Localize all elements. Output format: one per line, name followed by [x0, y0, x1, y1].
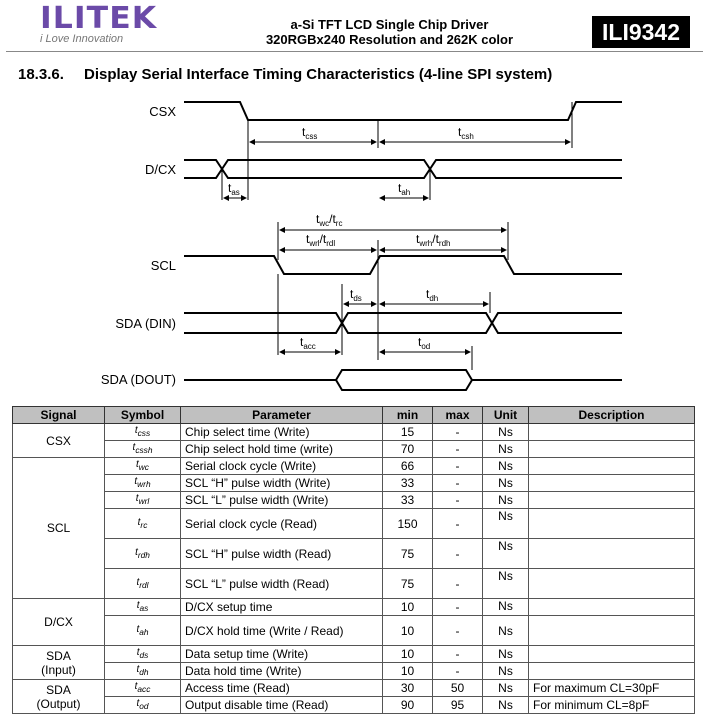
table-row [13, 569, 695, 599]
row-symbol: $t_{wrh}$ [105, 475, 181, 492]
row-max: - [433, 663, 483, 680]
row-unit: Ns [483, 441, 529, 458]
label-tds: $t_{ds}$ [350, 287, 362, 303]
col-signal: Signal [13, 407, 105, 424]
group-sda-input: SDA (Input) [13, 646, 105, 680]
table-row [13, 458, 695, 475]
company-logo: ILITEK [40, 1, 158, 36]
section-heading [18, 66, 552, 83]
row-max: - [433, 616, 483, 646]
row-max: - [433, 458, 483, 475]
label-tod: $t_{od}$ [418, 335, 431, 351]
row-symbol: $t_{as}$ [105, 599, 181, 616]
row-symbol: $t_{rdh}$ [105, 539, 181, 569]
col-min: min [383, 407, 433, 424]
row-description [529, 599, 695, 616]
row-min: 10 [383, 599, 433, 616]
signal-scl: SCL [150, 258, 176, 273]
row-min: 70 [383, 441, 433, 458]
table-row [13, 475, 695, 492]
row-description [529, 492, 695, 509]
header-divider [6, 51, 703, 52]
row-description [529, 646, 695, 663]
row-max: - [433, 646, 483, 663]
row-unit: Ns [483, 569, 529, 599]
sda-dout-waveform [184, 370, 622, 390]
group-csx: CSX [13, 424, 105, 458]
signal-sda-dout: SDA (DOUT) [100, 372, 176, 387]
table-row [13, 441, 695, 458]
row-unit: Ns [483, 599, 529, 616]
row-max: - [433, 475, 483, 492]
row-parameter: Access time (Read) [181, 680, 383, 697]
col-symbol: Symbol [105, 407, 181, 424]
label-tdh: $t_{dh}$ [426, 287, 439, 303]
row-symbol: $t_{rdl}$ [105, 569, 181, 599]
row-description [529, 569, 695, 599]
row-unit: Ns [483, 475, 529, 492]
row-unit: Ns [483, 424, 529, 441]
row-min: 75 [383, 569, 433, 599]
table-row [13, 492, 695, 509]
row-parameter: Output disable time (Read) [181, 697, 383, 714]
row-symbol: $t_{acc}$ [105, 680, 181, 697]
section-title: Display Serial Interface Timing Characteristics (4-line SPI system) [84, 66, 553, 83]
row-parameter: SCL “L” pulse width (Write) [181, 492, 383, 509]
row-symbol: $t_{ah}$ [105, 616, 181, 646]
scl-waveform [184, 256, 622, 274]
row-unit: Ns [483, 646, 529, 663]
row-description [529, 458, 695, 475]
timing-spec-table [12, 406, 695, 714]
group-dcx: D/CX [13, 599, 105, 646]
table-row [13, 680, 695, 697]
row-max: - [433, 492, 483, 509]
row-unit: Ns [483, 509, 529, 539]
row-parameter: D/CX setup time [181, 599, 383, 616]
header-title-line1: a-Si TFT LCD Single Chip Driver [290, 17, 489, 32]
dcx-waveform [184, 160, 622, 178]
row-parameter: SCL “L” pulse width (Read) [181, 569, 383, 599]
row-unit: Ns [483, 492, 529, 509]
row-unit: Ns [483, 458, 529, 475]
row-min: 90 [383, 697, 433, 714]
row-parameter: Chip select time (Write) [181, 424, 383, 441]
signal-csx: CSX [149, 104, 176, 119]
row-unit: Ns [483, 663, 529, 680]
col-unit: Unit [483, 407, 529, 424]
company-tagline: i Love Innovation [40, 33, 124, 45]
section-number: 18.3.6. [18, 66, 64, 83]
row-min: 66 [383, 458, 433, 475]
table-row [13, 646, 695, 663]
col-max: max [433, 407, 483, 424]
signal-dcx: D/CX [144, 162, 176, 177]
row-symbol: $t_{css}$ [105, 424, 181, 441]
row-symbol: $t_{wc}$ [105, 458, 181, 475]
row-min: 10 [383, 616, 433, 646]
row-unit: Ns [483, 539, 529, 569]
row-min: 10 [383, 663, 433, 680]
row-max: - [433, 509, 483, 539]
row-description: For minimum CL=8pF [529, 697, 695, 714]
row-parameter: D/CX hold time (Write / Read) [181, 616, 383, 646]
row-min: 10 [383, 646, 433, 663]
row-min: 150 [383, 509, 433, 539]
sda-din-waveform [184, 313, 622, 333]
label-tcsh: $t_{csh}$ [458, 125, 474, 141]
header-title-line2: 320RGBx240 Resolution and 262K color [265, 32, 514, 47]
row-min: 75 [383, 539, 433, 569]
row-parameter: Chip select hold time (write) [181, 441, 383, 458]
table-row [13, 599, 695, 616]
label-tah: $t_{ah}$ [398, 181, 411, 197]
row-max: 95 [433, 697, 483, 714]
row-unit: Ns [483, 616, 529, 646]
label-twrl-trdl: $t_{wrl}/t_{rdl}$ [306, 232, 336, 248]
chip-part-number: ILI9342 [592, 16, 690, 48]
table-row [13, 509, 695, 539]
label-twrh-trdh: $t_{wrh}/t_{rdh}$ [416, 232, 451, 248]
row-parameter: Data hold time (Write) [181, 663, 383, 680]
col-parameter: Parameter [181, 407, 383, 424]
row-min: 33 [383, 492, 433, 509]
row-max: - [433, 539, 483, 569]
table-row [13, 424, 695, 441]
group-scl: SCL [13, 458, 105, 599]
table-row [13, 539, 695, 569]
row-parameter: Serial clock cycle (Write) [181, 458, 383, 475]
row-description [529, 475, 695, 492]
row-unit: Ns [483, 680, 529, 697]
row-symbol: $t_{wrl}$ [105, 492, 181, 509]
row-description [529, 616, 695, 646]
table-row [13, 697, 695, 714]
label-tcss: $t_{css}$ [302, 125, 318, 141]
row-symbol: $t_{cssh}$ [105, 441, 181, 458]
row-parameter: Serial clock cycle (Read) [181, 509, 383, 539]
row-description [529, 441, 695, 458]
label-twc-trc: $t_{wc}/t_{rc}$ [316, 212, 343, 228]
group-sda-output: SDA (Output) [13, 680, 105, 714]
row-symbol: $t_{dh}$ [105, 663, 181, 680]
row-unit: Ns [483, 697, 529, 714]
row-max: - [433, 424, 483, 441]
row-max: 50 [433, 680, 483, 697]
signal-sda-din: SDA (DIN) [115, 316, 176, 331]
table-row [13, 663, 695, 680]
row-max: - [433, 599, 483, 616]
row-description: For maximum CL=30pF [529, 680, 695, 697]
row-max: - [433, 441, 483, 458]
col-description: Description [529, 407, 695, 424]
label-tacc: $t_{acc}$ [300, 335, 316, 351]
label-tas: $t_{as}$ [228, 181, 240, 197]
row-description [529, 509, 695, 539]
row-symbol: $t_{od}$ [105, 697, 181, 714]
table-row [13, 616, 695, 646]
timing-diagram [0, 85, 709, 395]
csx-waveform [184, 102, 622, 120]
row-symbol: $t_{ds}$ [105, 646, 181, 663]
row-description [529, 539, 695, 569]
row-description [529, 663, 695, 680]
row-symbol: $t_{rc}$ [105, 509, 181, 539]
row-min: 33 [383, 475, 433, 492]
table-header-row [13, 407, 695, 424]
row-parameter: SCL “H” pulse width (Write) [181, 475, 383, 492]
row-parameter: SCL “H” pulse width (Read) [181, 539, 383, 569]
row-min: 15 [383, 424, 433, 441]
row-description [529, 424, 695, 441]
row-min: 30 [383, 680, 433, 697]
row-parameter: Data setup time (Write) [181, 646, 383, 663]
row-max: - [433, 569, 483, 599]
